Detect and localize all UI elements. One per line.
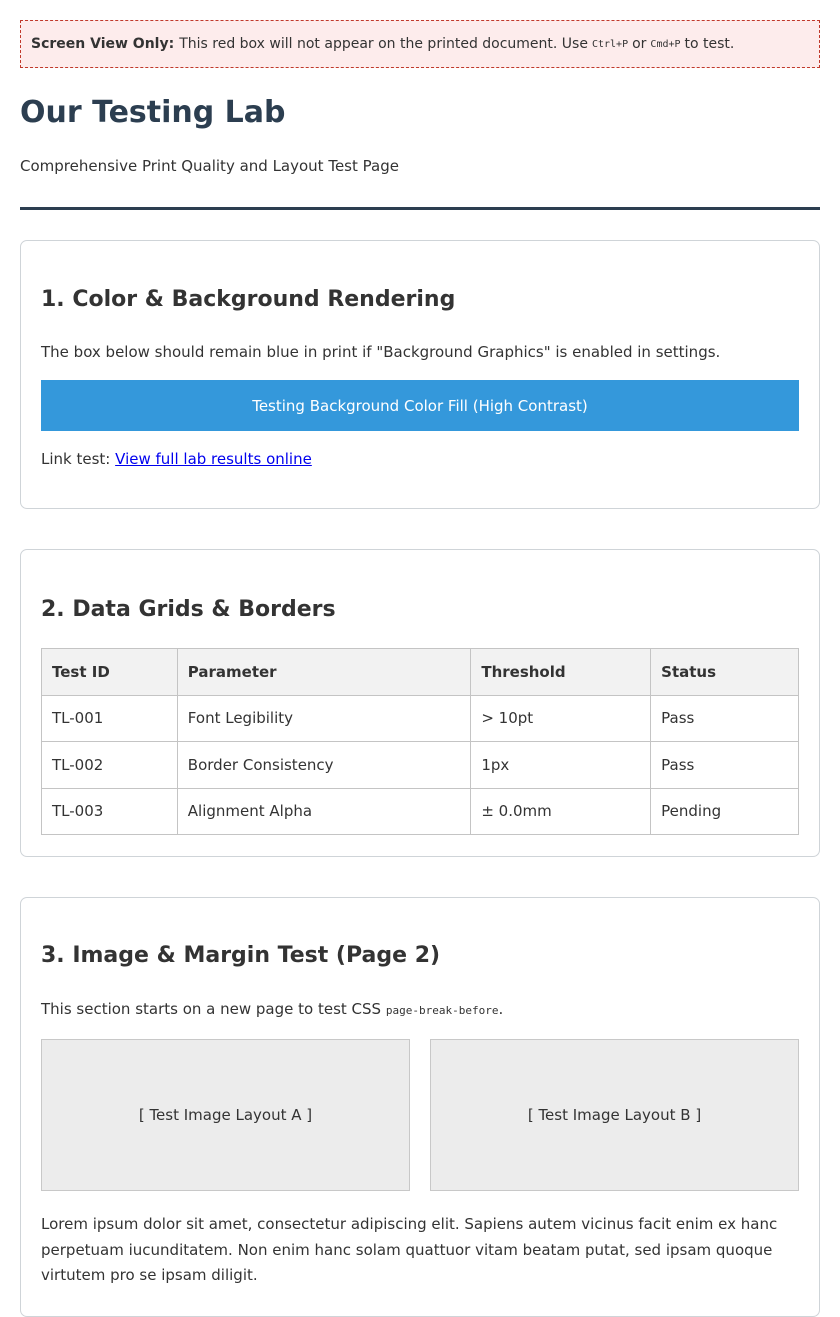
section-color-background [20,240,820,509]
image-a-label: [ Test Image Layout A ] [138,1106,313,1124]
cell-parameter: Alignment Alpha [177,788,471,835]
column-header-test-id: Test ID [42,649,178,696]
lab-results-link[interactable]: View full lab results online [115,450,312,468]
table-row [42,742,799,789]
column-header-parameter: Parameter [177,649,471,696]
shortcut-ctrl-p: Ctrl+P [591,38,629,50]
section-3-description-end: . [498,1000,504,1018]
cell-test-id: TL-002 [42,742,178,789]
notice-text-end: to test. [684,36,735,52]
link-test-line [41,450,312,468]
test-image-placeholder-a [41,1039,410,1191]
table-row [42,788,799,835]
link-test-prefix: Link test: [41,450,111,468]
screen-only-notice [20,20,820,68]
notice-text: This red box will not appear on the printed document. Use [179,36,588,52]
cell-status: Pass [651,742,799,789]
cell-parameter: Border Consistency [177,742,471,789]
test-image-placeholder-b [430,1039,799,1191]
lorem-paragraph: Lorem ipsum dolor sit amet, consectetur adipiscing elit. Sapiens autem vicinus facit enim ex hanc perpetuam iucunditatem. Non enim hanc solam quattuor vitam beatam putat, sed ipsam quoque virtutem pro se ipsam diligit. [41,1215,778,1284]
section-1-description: The box below should remain blue in print if "Background Graphics" is enabled in settings. [41,343,721,361]
page-title: Our Testing Lab [20,95,286,130]
image-b-label: [ Test Image Layout B ] [527,1106,702,1124]
cell-status: Pending [651,788,799,835]
page-subtitle: Comprehensive Print Quality and Layout Test Page [20,157,399,175]
table-row [42,695,799,742]
header-divider [20,207,820,210]
cell-threshold: 1px [471,742,651,789]
section-1-title: 1. Color & Background Rendering [41,287,456,312]
section-2-title: 2. Data Grids & Borders [41,597,336,622]
section-3-description-text: This section starts on a new page to test CSS [41,1000,382,1018]
section-3-title: 3. Image & Margin Test (Page 2) [41,943,441,968]
cell-threshold: > 10pt [471,695,651,742]
section-image-margin [20,897,820,1317]
cell-parameter: Font Legibility [177,695,471,742]
shortcut-cmd-p: Cmd+P [650,38,681,50]
color-fill-label: Testing Background Color Fill (High Contrast) [252,396,588,415]
table-header-row [42,649,799,696]
color-fill-test-box [41,380,799,431]
cell-test-id: TL-003 [42,788,178,835]
cell-threshold: ± 0.0mm [471,788,651,835]
test-results-table [41,648,799,835]
notice-label: Screen View Only: [31,36,175,52]
cell-status: Pass [651,695,799,742]
notice-or: or [632,36,647,52]
section-3-description [41,1000,503,1018]
section-data-grids [20,549,820,857]
cell-test-id: TL-001 [42,695,178,742]
column-header-threshold: Threshold [471,649,651,696]
css-property-code: page-break-before [385,1004,499,1017]
column-header-status: Status [651,649,799,696]
